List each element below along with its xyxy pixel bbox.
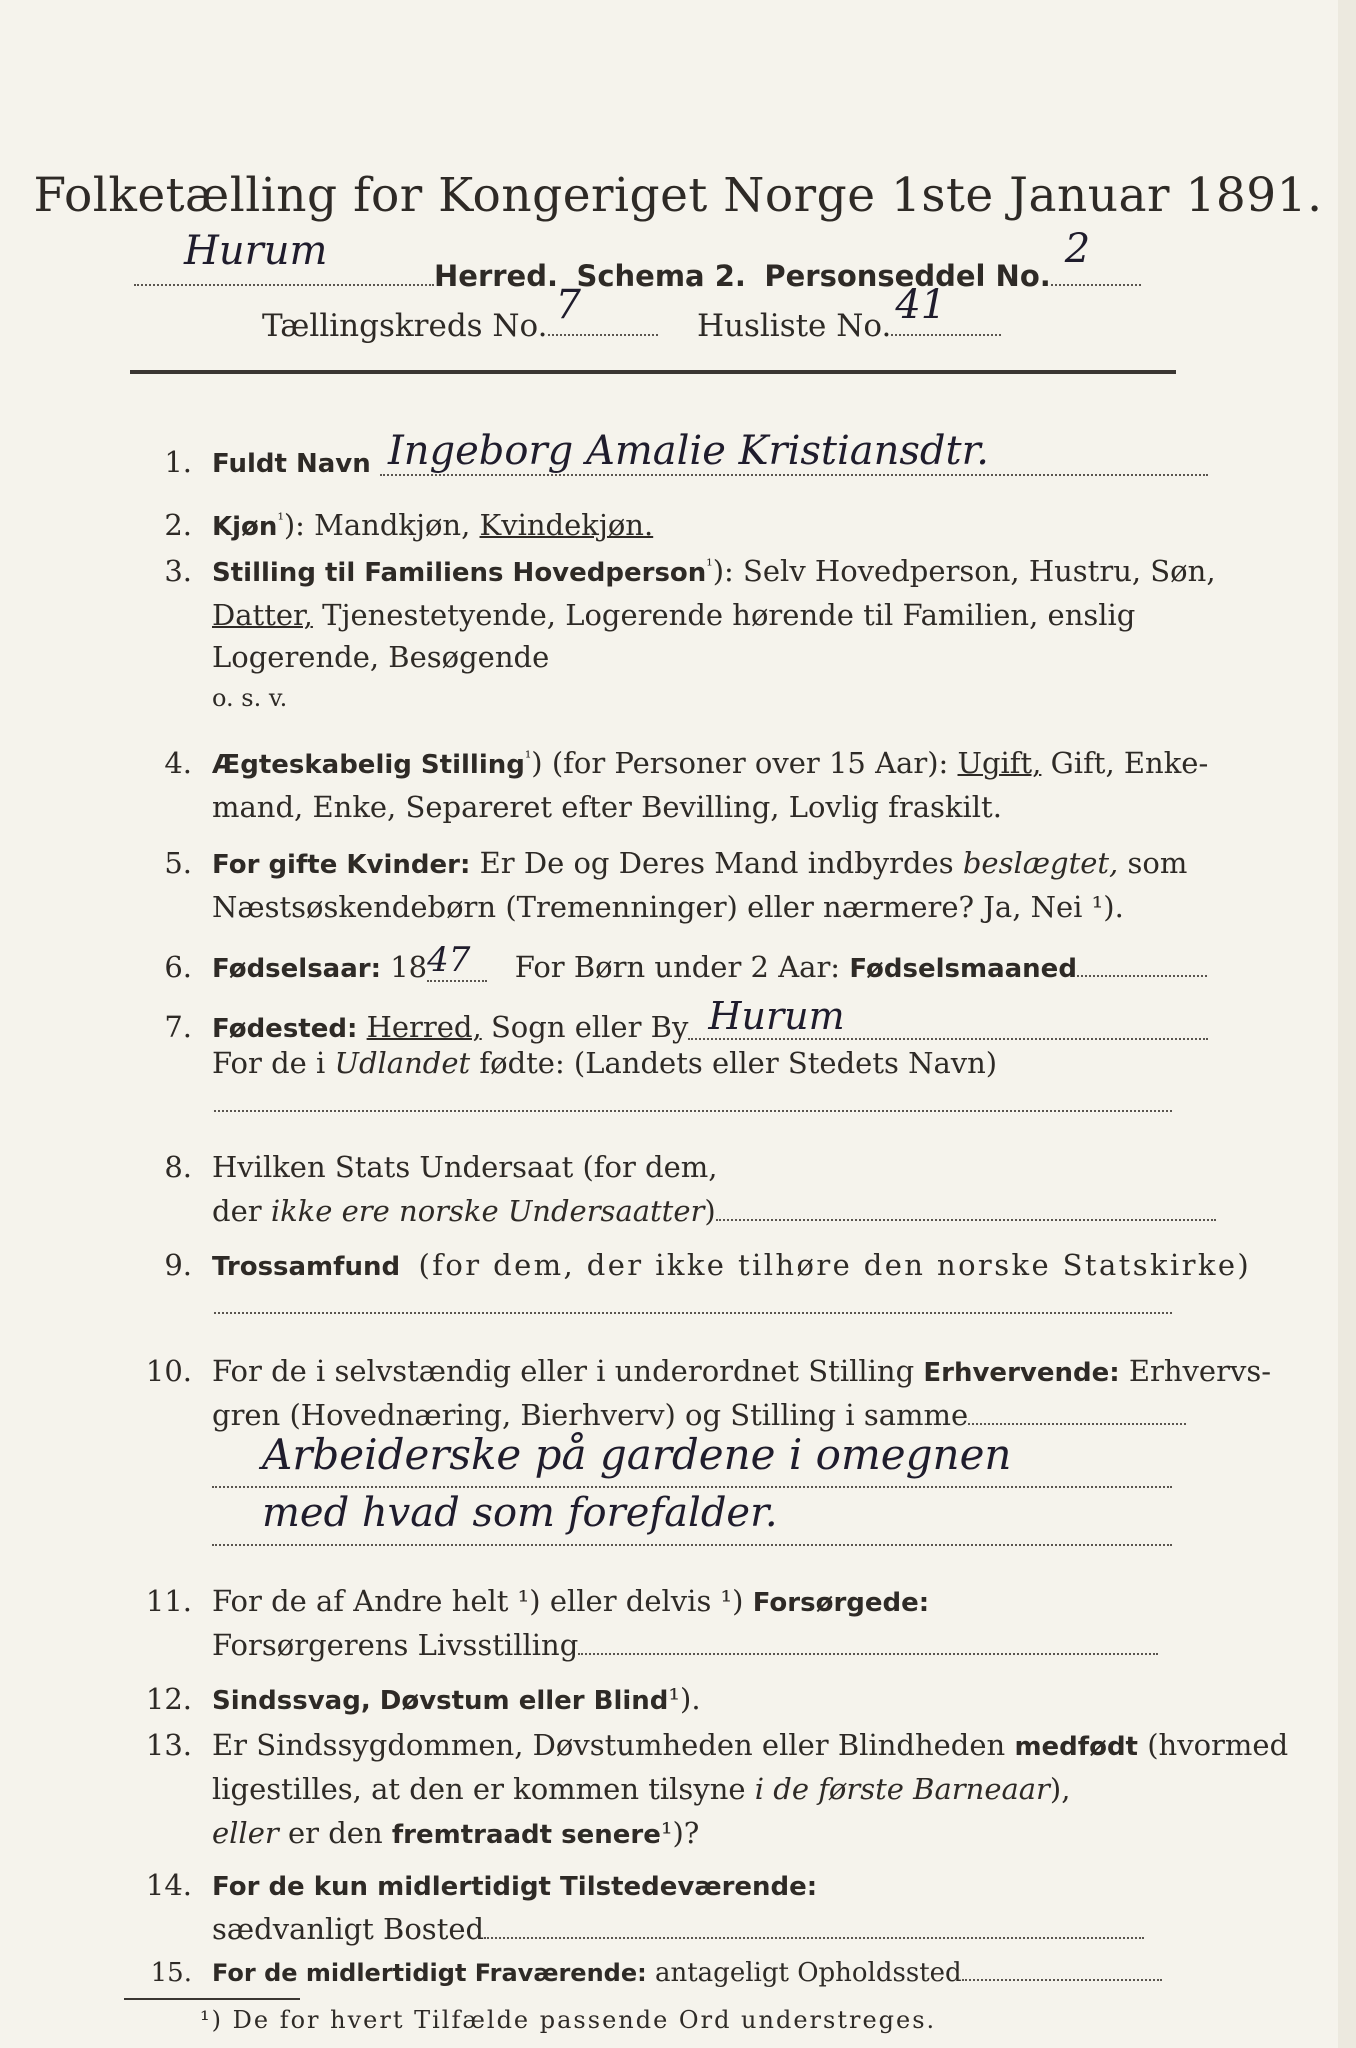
item-10: 10. For de i selvstændig eller i underordnet Stilling Erhvervende: Erhvervs-: [145, 1354, 1272, 1388]
kreds-line: [262, 282, 1001, 344]
page-edge: [1338, 0, 1356, 2048]
herred-line: [134, 226, 1141, 293]
husliste-label: Husliste No.: [696, 308, 892, 344]
personseddel-value[interactable]: 2: [1064, 226, 1091, 272]
provider-field[interactable]: [578, 1653, 1158, 1655]
gender-selected[interactable]: Kvindekjøn.: [479, 508, 654, 542]
probable-stay-field[interactable]: [962, 1979, 1162, 1981]
footnote: ¹) De for hvert Tilfælde passende Ord understreges.: [200, 2006, 937, 2034]
item-9: 9. Trossamfund (for dem, der ikke tilhøre den norske Statskirke): [164, 1248, 1252, 1282]
header-rule: [130, 370, 1176, 374]
item-11: 11. For de af Andre helt ¹) eller delvis ¹) Forsørgede:: [145, 1584, 930, 1618]
item-1: 1. Fuldt Navn Ingeborg Amalie Kristiansdtr.: [130, 436, 1208, 484]
item-4: 4. Ægteskabelig Stilling$^{^1}$) (for Personer over 15 Aar): Ugift, Gift, Enke-: [164, 746, 1209, 780]
item-15-num: 15.: [150, 1958, 192, 1988]
position-selected[interactable]: Datter,: [212, 598, 313, 632]
item-5: 5. For gifte Kvinder: Er De og Deres Mand indbyrdes beslægtet, som: [164, 846, 1188, 880]
item-2: 2. Kjøn$^{^1}$): Mandkjøn, Kvindekjøn.: [164, 508, 654, 542]
herred-value[interactable]: Hurum: [184, 228, 328, 274]
foreign-birthplace-field[interactable]: [214, 1108, 1172, 1112]
item-15-label: For de midlertidigt Fraværende:: [212, 1959, 647, 1987]
birth-year-value[interactable]: 47: [427, 940, 487, 982]
item-7: 7. Fødested: Herred, Sogn eller By Hurum: [130, 1002, 1208, 1048]
item-13: 13. Er Sindssygdommen, Døvstumheden eller Blindheden medfødt (hvormed: [145, 1728, 1289, 1762]
item-6: 6. Fødselsaar: 1847 For Børn under 2 Aar: Fødselsmaaned: [130, 946, 1207, 988]
schema-label: Schema 2.: [576, 259, 746, 293]
item-8: 8. Hvilken Stats Undersaat (for dem,: [164, 1150, 718, 1184]
husliste-value[interactable]: 41: [895, 282, 947, 328]
footnote-rule: [124, 1998, 300, 2000]
occupation-value-2[interactable]: med hvad som forefalder.: [262, 1490, 778, 1536]
item-14: 14. For de kun midlertidigt Tilstedeværende:: [145, 1868, 818, 1902]
census-form-page: Folketælling for Kongeriget Norge 1ste Januar 1891. Hurum Herred. Schema 2. Personseddel No. 2 Tællingskreds No. 7 Husliste No. 41 1. Fuldt Navn Ingeborg Amalie Kristiansdtr. 2. Kjøn$^{^1}$): Mandkjøn, Kvindekjøn. 3. Stilling til Familiens Hovedperson$^{^1}$): Selv Hovedperson, Hustru, Søn, Datter, Tjenestetyende, Logerende hørende til Familien, enslig Logerende, Besøgende o. s. v. 4. Ægteskabelig Stilling$^{^1}$) (for Personer over 15 Aar): Ugift, Gift, Enke- mand, Enke, Separeret efter Bevilling, Lovlig fraskilt. 5. For gifte Kvinder: Er De og Deres Mand indbyrdes beslægtet, som Næstsøskendebørn (Tremenninger) eller nærmere? Ja, Nei ¹). 6. Fødselsaar: 1847 For Børn under 2 Aar: Fødselsmaaned 7. Fødested: Herred, Sogn eller By Hurum For de i Udlandet fødte: (Landets eller Stedets Navn) 8. Hvilken Stats Undersaat (for dem, der ikke ere norske Undersaatter) 9. Trossamfund (for dem, der ikke tilhøre den norske Statskirke) 10. For de i selvstændig eller i underordnet Stilling Erhvervende: Erhvervs- gren (Hovednæring, Bierhverv) og Stilling i samme Arbeiderske på gardene i omegnen med hvad som forefalder. 11. For de af Andre helt ¹) eller delvis ¹) Forsørgede: Forsørgerens Livsstilling 12. Sindssvag, Døvstum eller Blind¹). 13. Er Sindssygdommen, Døvstumheden eller Blindheden medfødt (hvormed ligestilles, at den er kommen tilsyne i de første Barneaar), eller er den fremtraadt senere¹)? 14. For de kun midlertidigt Tilstedeværende: sædvanligt Bosted 15. For de midlertidigt Fraværende: antageligt Opholdssted ¹) De for hvert Tilfælde passende Ord understreges.: [0, 0, 1356, 2048]
item-12: 12. Sindssvag, Døvstum eller Blind¹).: [145, 1682, 701, 1716]
herred-label: Herred.: [434, 259, 558, 293]
kreds-value[interactable]: 7: [555, 282, 581, 328]
religion-field[interactable]: [214, 1310, 1172, 1314]
usual-residence-field[interactable]: [484, 1937, 1144, 1939]
citizenship-field[interactable]: [716, 1219, 1216, 1221]
item-3: 3. Stilling til Familiens Hovedperson$^{^1}$): Selv Hovedperson, Hustru, Søn,: [164, 554, 1216, 588]
kreds-label: Tællingskreds No.: [262, 308, 548, 344]
occupation-value-1[interactable]: Arbeiderske på gardene i omegnen: [262, 1430, 1012, 1479]
form-title: Folketælling for Kongeriget Norge 1ste Januar 1891.: [33, 168, 1323, 223]
birthplace-type-selected[interactable]: Herred,: [366, 1010, 482, 1044]
birthplace-value[interactable]: Hurum: [688, 994, 1208, 1040]
item-15: [130, 1958, 1162, 1988]
item-15-sublabel: antageligt Opholdssted: [646, 1958, 962, 1988]
personseddel-label: Personseddel No.: [764, 259, 1051, 293]
full-name-value[interactable]: Ingeborg Amalie Kristiansdtr.: [380, 428, 1208, 476]
marital-selected[interactable]: Ugift,: [957, 746, 1042, 780]
